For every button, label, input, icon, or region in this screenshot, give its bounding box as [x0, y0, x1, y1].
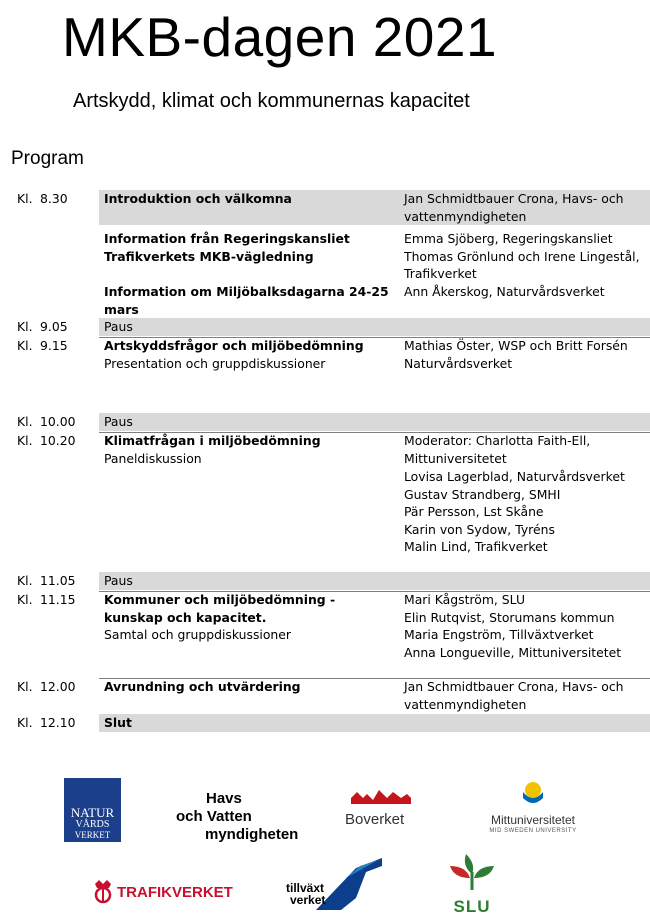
- time-label: 8.30: [40, 191, 68, 206]
- topic-title: Slut: [104, 715, 132, 730]
- session-topic: [104, 714, 389, 732]
- speaker-line: Malin Lind, Trafikverket: [404, 539, 548, 554]
- topic-title: Kommuner och miljöbedömning - kunskap och kapacitet.: [104, 592, 336, 625]
- topic-title: Paus: [104, 319, 133, 334]
- speaker-line: Jan Schmidtbauer Crona, Havs- och vattenmyndigheten: [404, 191, 624, 224]
- schedule-row: [0, 190, 650, 225]
- session-topic: [104, 413, 389, 431]
- session-speakers: [404, 337, 644, 372]
- session-speakers: [404, 283, 644, 301]
- schedule-row: [0, 337, 650, 397]
- topic-title: Introduktion och välkomna: [104, 191, 292, 206]
- kl-label: Kl.: [17, 592, 33, 607]
- schedule-row: [0, 318, 650, 336]
- kl-label: Kl.: [17, 338, 33, 353]
- havochvatten-logo: [176, 790, 306, 846]
- session-speakers: [404, 190, 644, 225]
- speaker-line: Lovisa Lagerblad, Naturvårdsverket: [404, 469, 625, 484]
- program-heading: Program: [11, 148, 84, 169]
- schedule-row: [0, 591, 650, 669]
- slu-wordmark: SLU: [453, 897, 491, 916]
- boverket-house-icon: [345, 786, 417, 806]
- tillvaxtverket-logo: [286, 858, 382, 910]
- topic-title: Paus: [104, 414, 133, 429]
- topic-subtitle: Paneldiskussion: [104, 450, 202, 466]
- topic-subtitle: Presentation och gruppdiskussioner: [104, 355, 326, 371]
- topic-title: Trafikverkets MKB-vägledning: [104, 248, 314, 264]
- speaker-line: Pär Persson, Lst Skåne: [404, 504, 544, 519]
- session-speakers: [404, 230, 644, 283]
- slu-logo: [444, 852, 500, 914]
- mittuniversitetet-logo: [478, 778, 588, 834]
- session-speakers: [404, 678, 644, 713]
- speaker-line: Jan Schmidtbauer Crona, Havs- och vattenmyndigheten: [404, 679, 624, 712]
- time-label: 9.15: [40, 338, 68, 353]
- time-label: 12.10: [40, 715, 76, 730]
- session-topic: [104, 432, 389, 467]
- speaker-line: Karin von Sydow, Tyréns: [404, 521, 555, 537]
- mittuniversitetet-subtitle: MID SWEDEN UNIVERSITY: [489, 828, 577, 834]
- session-topic: [104, 283, 389, 318]
- session-topic: [104, 337, 389, 372]
- boverket-wordmark: Boverket: [345, 811, 405, 828]
- time-label: 12.00: [40, 679, 76, 694]
- kl-label: Kl.: [17, 573, 33, 588]
- main-title: MKB-dagen 2021: [62, 6, 498, 68]
- kl-label: Kl.: [17, 414, 33, 429]
- kl-label: Kl.: [17, 679, 33, 694]
- havochvatten-line-1: Havs: [206, 790, 242, 807]
- session-topic: [104, 230, 389, 265]
- naturvardsverket-line-2: VÅRDS: [75, 819, 110, 830]
- session-speakers: [404, 432, 644, 556]
- tillvaxtverket-wordmark-line-1: tillväxt: [286, 881, 325, 895]
- havochvatten-line-3: myndigheten: [205, 826, 299, 843]
- trafikverket-wordmark: TRAFIKVERKET: [117, 884, 233, 901]
- naturvardsverket-logo: [64, 778, 121, 842]
- speaker-line: Moderator: Charlotta Faith-Ell, Mittuniversitetet: [404, 433, 591, 466]
- naturvardsverket-line-1: NATUR: [70, 805, 115, 820]
- time-label: 11.05: [40, 573, 76, 588]
- kl-label: Kl.: [17, 191, 33, 206]
- schedule-row: [0, 413, 650, 431]
- trafikverket-crown-icon: [92, 878, 114, 904]
- subtitle: Artskydd, klimat och kommunernas kapacitet: [73, 90, 470, 112]
- mittuniversitetet-emblem-icon: [518, 778, 548, 808]
- slu-leaf-icon: [444, 852, 500, 892]
- boverket-logo: [345, 786, 417, 826]
- time-label: 10.20: [40, 433, 76, 448]
- schedule-row: [0, 230, 650, 282]
- speaker-line: Ann Åkerskog, Naturvårdsverket: [404, 284, 605, 299]
- kl-label: Kl.: [17, 433, 33, 448]
- schedule-row: [0, 283, 650, 317]
- time-label: 10.00: [40, 414, 76, 429]
- speaker-line: Maria Engström, Tillväxtverket: [404, 627, 594, 642]
- havochvatten-line-2: och Vatten: [176, 808, 252, 825]
- trafikverket-logo: [92, 878, 232, 906]
- speaker-line: Elin Rutqvist, Storumans kommun: [404, 609, 615, 625]
- schedule-row: [0, 714, 650, 732]
- tillvaxtverket-wordmark-line-2: verket: [290, 893, 326, 907]
- session-speakers: [404, 591, 644, 661]
- speaker-line: Thomas Grönlund och Irene Lingestål, Trafikverket: [404, 248, 640, 281]
- session-topic: [104, 678, 389, 696]
- speaker-line: Anna Longueville, Mittuniversitetet: [404, 644, 622, 660]
- topic-title: Artskyddsfrågor och miljöbedömning: [104, 338, 364, 353]
- topic-title: Avrundning och utvärdering: [104, 679, 301, 694]
- topic-title: Information från Regeringskansliet: [104, 231, 350, 246]
- speaker-line: Naturvårdsverket: [404, 355, 513, 371]
- speaker-line: Mari Kågström, SLU: [404, 592, 526, 607]
- sponsor-logos: [0, 770, 650, 919]
- naturvardsverket-line-3: VERKET: [74, 830, 111, 840]
- session-topic: [104, 318, 389, 336]
- time-label: 9.05: [40, 319, 68, 334]
- speaker-line: Gustav Strandberg, SMHI: [404, 486, 561, 502]
- topic-title: Information om Miljöbalksdagarna 24-25 mars: [104, 284, 389, 317]
- topic-subtitle: Samtal och gruppdiskussioner: [104, 627, 292, 642]
- session-topic: [104, 591, 389, 644]
- schedule-row: [0, 678, 650, 713]
- topic-title: Paus: [104, 573, 133, 588]
- schedule-row: [0, 572, 650, 590]
- kl-label: Kl.: [17, 715, 33, 730]
- session-topic: [104, 572, 389, 590]
- mittuniversitetet-wordmark: Mittuniversitetet: [490, 813, 576, 827]
- kl-label: Kl.: [17, 319, 33, 334]
- session-topic: [104, 190, 389, 208]
- speaker-line: Emma Sjöberg, Regeringskansliet: [404, 231, 613, 246]
- topic-title: Klimatfrågan i miljöbedömning: [104, 433, 321, 448]
- speaker-line: Mathias Öster, WSP och Britt Forsén: [404, 338, 628, 353]
- schedule-row: [0, 432, 650, 562]
- time-label: 11.15: [40, 592, 76, 607]
